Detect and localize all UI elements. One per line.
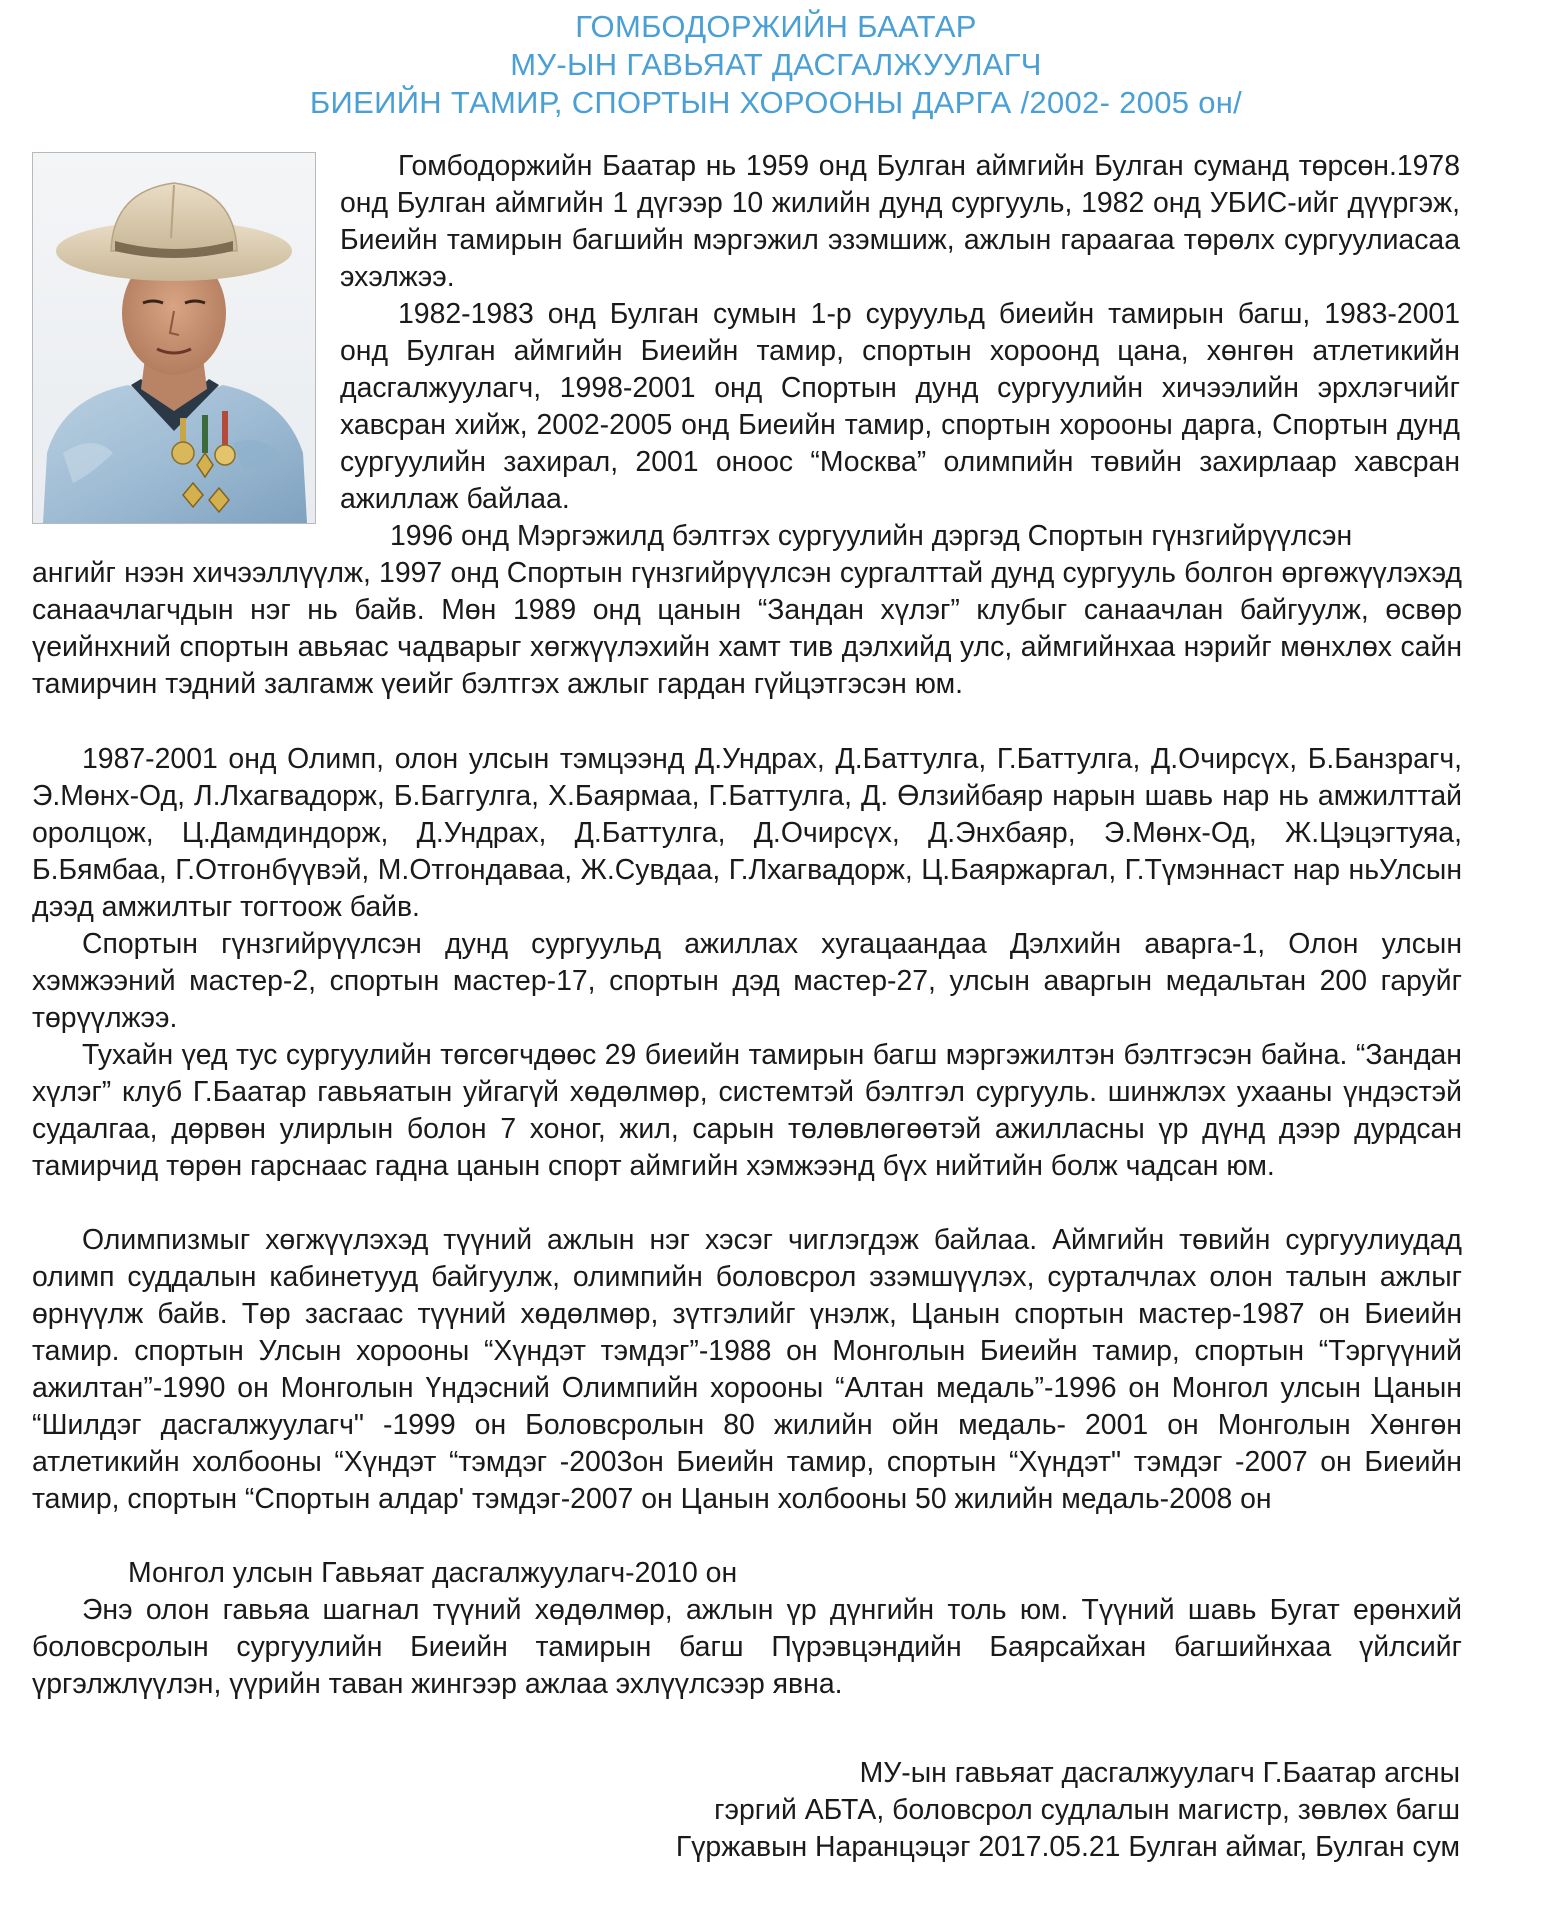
- signature-line-1: МУ-ын гавьяат дасгалжуулагч Г.Баатар агсны: [859, 1757, 1460, 1789]
- paragraph-school-founding-lead: 1996 онд Мэргэжилд бэлтгэх сургуулийн дэргэд Спортын гүнзгийрүүлсэн: [390, 520, 1353, 552]
- paragraph-legacy: Энэ олон гавьяа шагнал түүний хөдөлмөр, ажлын үр дүнгийн толь юм. Түүний шавь Бугат ерөнхий боловсролын сургуулийн Биеийн тамирын багш Пүрэвцэндийн Баярсайхан багшийнхаа үйлсийг үргэлжлүүлэн, үүрийн таван жингээр ажлаа эхлүүлсээр явна.: [32, 1594, 1462, 1700]
- header-name: ГОМБОДОРЖИЙН БААТАР: [575, 9, 977, 44]
- author-signature: [676, 1755, 1460, 1866]
- paragraph-achievements: Спортын гүнзгийрүүлсэн дунд сургуульд ажиллах хугацаандаа Дэлхийн аварга-1, Олон улсын хэмжээний мастер-2, спортын мастер-17, спортын дэд мастер-27, улсын аваргын медальтан 200 гаруйг төрүүлжээ.: [32, 928, 1462, 1034]
- document-header: [0, 8, 1552, 122]
- portrait-illustration: [33, 153, 315, 523]
- paragraph-graduates: Тухайн үед тус сургуулийн төгсөгчдөөс 29 биеийн тамирын багш мэргэжилтэн бэлтгэсэн байна. “Зандан хүлэг” клуб Г.Баатар гавьяатын уйгагүй хөдөлмөр, системтэй бэлтгэл сургууль. шинжлэх ухааны үндэстэй судалгаа, дөрвөн улирлын болон 7 хоног, жил, сарын төлөвлөгөөтэй ажилласны үр дүнд дээр дурдсан тамирчид төрөн гарснаас гадна цанын спорт аймгийн хэмжээнд бүх нийтийн болж чадсан юм.: [32, 1039, 1462, 1182]
- paragraph-awards: Олимпизмыг хөгжүүлэхэд түүний ажлын нэг хэсэг чиглэгдэж байлаа. Аймгийн төвийн сургуулиудад олимп суддалын кабинетууд байгуулж, олимпийн боловсрол эзэмшүүлэх, сурталчлах олон талын ажлыг өрнүүлж байв. Төр засгаас түүний хөдөлмөр, зүтгэлийг үнэлж, Цанын спортын мастер-1987 он Биеийн тамир. спортын Улсын хорооны “Хүндэт тэмдэг”-1988 он Монголын Биеийн тамир, спортын “Тэргүүний ажилтан”-1990 он Монголын Үндэсний Олимпийн хорооны “Алтан медаль”-1996 он Монгол улсын Цанын “Шилдэг дасгалжуулагч" -1999 он Боловсролын 80 жилийн ойн медаль- 2001 он Монголын Хөнгөн атлетикийн холбооны “Хүндэт “тэмдэг -2003он Биеийн тамир, спортын “Хүндэт" тэмдэг -2007 он Биеийн тамир, спортын “Спортын алдар' тэмдэг-2007 он Цанын холбооны 50 жилийн медаль-2008 он: [32, 1224, 1462, 1515]
- paragraph-school-founding-rest: ангийг нээн хичээллүүлж, 1997 онд Спортын гүнзгийрүүлсэн сургалттай дунд сургууль болгон өргөжүүлэхэд санаачлагчдын нэг нь байв. Мөн 1989 онд цанын “Зандан хүлэг” клубыг санаачлан байгуулж, өсвөр үеийнхний спортын авьяас чадварыг хөгжүүлэхийн хамт тив дэлхийд улс, аймгийнхаа нэрийг мөнхлөх сайн тамирчин тэдний залгамж үеийг бэлтгэх ажлыг гардан гүйцэтгэсэн юм.: [32, 557, 1462, 700]
- paragraph-awards-tail: Монгол улсын Гавьяат дасгалжуулагч-2010 он: [128, 1557, 738, 1589]
- signature-line-2: гэргий АБТА, боловсрол судлалын магистр, зөвлөх багш: [714, 1794, 1460, 1826]
- portrait-photo: [32, 152, 316, 524]
- paragraph-school-founding: [32, 518, 1462, 703]
- paragraph-career: 1982-1983 онд Булган сумын 1-р суруульд биеийн тамирын багш, 1983-2001 онд Булган аймгийн Биеийн тамир, спортын хороонд цана, хөнгөн атлетикийн дасгалжуулагч, 1998-2001 онд Спортын дунд сургуулийн хичээлийн эрхлэгчийг хавсран хийж, 2002-2005 онд Биеийн тамир, спортын хорооны дарга, Спортын дунд сургуулийн захирал, 2001 оноос “Москва” олимпийн төвийн захирлаар хавсран ажиллаж байлаа.: [340, 298, 1460, 515]
- header-position: БИЕИЙН ТАМИР, СПОРТЫН ХОРООНЫ ДАРГА /2002- 2005 он/: [309, 85, 1243, 120]
- paragraph-birth: Гомбодоржийн Баатар нь 1959 онд Булган аймгийн Булган суманд төрсөн.1978 онд Булган аймгийн 1 дүгээр 10 жилийн дунд сургууль, 1982 онд УБИС-ийг дүүргэж, Биеийн тамирын багшийн мэргэжил эзэмшиж, ажлын гараагаа төрөлх сургуулиасаа эхэлжээ.: [340, 150, 1460, 293]
- paragraph-athletes: 1987-2001 онд Олимп, олон улсын тэмцээнд Д.Ундрах, Д.Баттулга, Г.Баттулга, Д.Очирсүх, Б.Банзрагч, Э.Мөнх-Од, Л.Лхагвадорж, Б.Баггулга, Х.Баярмаа, Г.Баттулга, Д. Өлзийбаяр нарын шавь нар нь амжилттай оролцож, Ц.Дамдиндорж, Д.Ундрах, Д.Баттулга, Д.Очирсүх, Д.Энхбаяр, Э.Мөнх-Од, Ж.Цэцэгтуяа, Б.Бямбаа, Г.Отгонбүүвэй, М.Отгондаваа, Ж.Сувдаа, Г.Лхагвадорж, Ц.Баяржаргал, Г.Түмэннаст нар ньУлсын дээд амжилтыг тогтоож байв.: [32, 743, 1462, 923]
- header-title: МУ-ЫН ГАВЬЯАТ ДАСГАЛЖУУЛАГЧ: [510, 47, 1042, 82]
- signature-line-3: Гүржавын Наранцэцэг 2017.05.21 Булган аймаг, Булган сум: [675, 1831, 1460, 1863]
